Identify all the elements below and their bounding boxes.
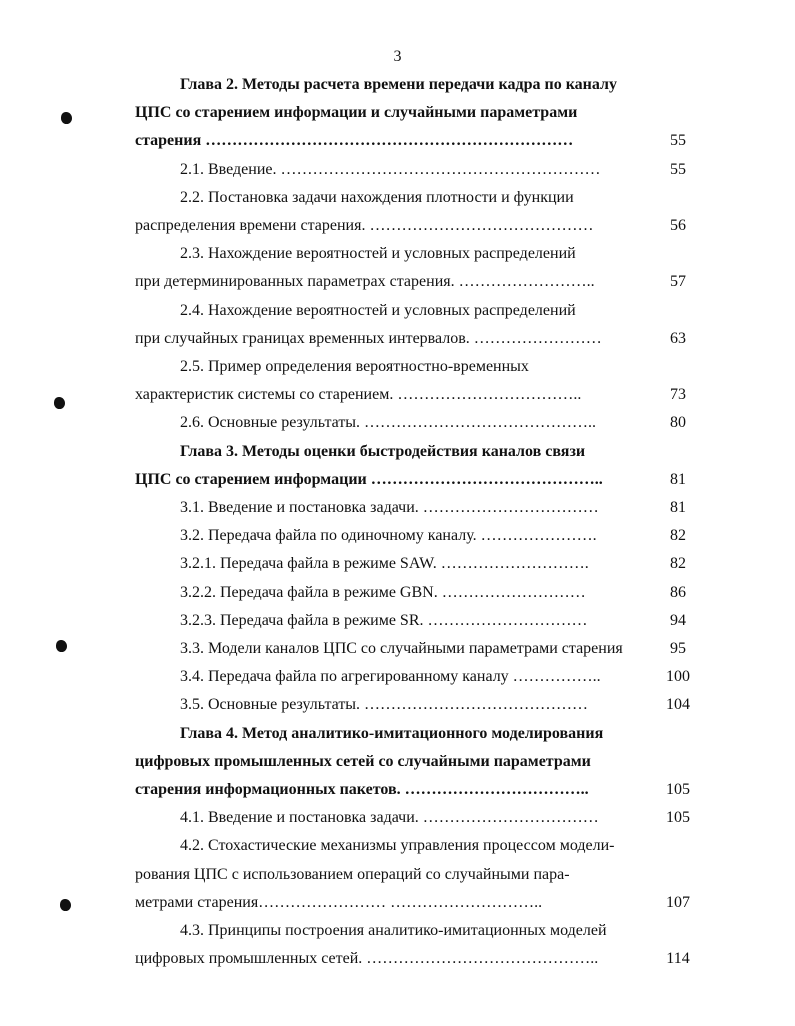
toc-entry-text: цифровых промышленных сетей. …………………………………….. xyxy=(135,950,599,968)
toc-entry xyxy=(0,325,795,353)
toc-heading xyxy=(0,71,795,99)
scan-speck xyxy=(54,397,65,409)
toc-entry-text: при детерминированных параметрах старения. …………………….. xyxy=(135,273,595,291)
toc-entry-text: распределения времени старения. …………………………………… xyxy=(135,217,594,234)
toc-entry-text: Глава 2. Методы расчета времени передачи кадра по каналу xyxy=(180,76,617,93)
toc-entry-text: ЦПС со старением информации …………………………………….. xyxy=(135,470,603,488)
toc-entry-text: 3.3. Модели каналов ЦПС со случайными параметрами старения xyxy=(180,640,623,657)
toc-entry-page: 55 xyxy=(670,132,686,150)
toc-entry xyxy=(0,635,795,663)
toc-entry xyxy=(0,889,795,917)
toc-entry-page: 86 xyxy=(670,583,686,601)
toc-entry-text: при случайных границах временных интервалов. …………………… xyxy=(135,329,602,347)
toc-entry xyxy=(0,861,795,889)
toc-entry xyxy=(0,268,795,296)
toc-entry-page: 105 xyxy=(666,781,690,798)
toc-entry-text: 3.5. Основные результаты. …………………………………… xyxy=(180,696,589,714)
toc-entry-text: 3.2. Передача файла по одиночному каналу. …………………. xyxy=(180,527,597,545)
toc-entry-text: Глава 3. Методы оценки быстродействия каналов связи xyxy=(180,442,586,460)
toc-entry xyxy=(0,804,795,832)
toc-entry xyxy=(0,156,795,184)
toc-entry xyxy=(0,579,795,607)
toc-heading xyxy=(0,99,795,127)
scan-speck xyxy=(56,640,67,652)
toc-entry-page: 104 xyxy=(666,696,690,714)
toc-entry-page: 56 xyxy=(670,217,686,234)
toc-entry-text: 2.5. Пример определения вероятностно-временных xyxy=(180,358,529,375)
toc-entry-text: ЦПС со старением информации и случайными параметрами xyxy=(135,104,578,122)
toc-entry-page: 73 xyxy=(670,386,686,404)
toc-entry-page: 107 xyxy=(666,893,690,911)
toc-entry xyxy=(0,550,795,578)
toc-entry xyxy=(0,353,795,381)
toc-entry-text: 2.6. Основные результаты. …………………………………….. xyxy=(180,414,597,432)
toc-entry-page: 63 xyxy=(670,329,686,347)
page-number: 3 xyxy=(393,48,402,65)
toc-heading xyxy=(0,438,795,466)
toc-entry xyxy=(0,945,795,973)
toc-entry xyxy=(0,494,795,522)
toc-entry-page: 94 xyxy=(670,611,686,629)
toc-heading xyxy=(0,466,795,494)
scan-speck xyxy=(61,112,72,124)
toc-entry-text: 3.4. Передача файла по агрегированному каналу …………….. xyxy=(180,668,601,686)
toc-entry-text: 3.2.2. Передача файла в режиме GBN. ……………………… xyxy=(180,583,586,601)
toc-entry-text: Глава 4. Метод аналитико-имитационного моделирования xyxy=(180,724,604,742)
scan-speck xyxy=(60,899,71,911)
toc-entry-text: старения …………………………………………………………… xyxy=(135,132,574,150)
toc-entry-text: цифровых промышленных сетей со случайными параметрами xyxy=(135,752,591,770)
toc-entry-text: 4.1. Введение и постановка задачи. …………………………… xyxy=(180,809,599,827)
toc-entry-page: 81 xyxy=(670,470,686,488)
toc-entry-page: 82 xyxy=(670,527,686,545)
toc-heading xyxy=(0,776,795,804)
toc-entry-text: 2.3. Нахождение вероятностей и условных распределений xyxy=(180,245,576,263)
toc-entry-page: 114 xyxy=(666,950,690,968)
toc-entry xyxy=(0,691,795,719)
toc-entry xyxy=(0,381,795,409)
toc-heading xyxy=(0,748,795,776)
toc-entry xyxy=(0,297,795,325)
toc-entry-text: 4.3. Принципы построения аналитико-имитационных моделей xyxy=(180,922,607,939)
toc-entry-text: рования ЦПС с использованием операций со случайными пара- xyxy=(135,865,570,883)
toc-entry-text: метрами старения…………………… ……………………….. xyxy=(135,893,543,911)
toc-entry-text: характеристик системы со старением. …………………………….. xyxy=(135,386,582,404)
toc-entry-page: 80 xyxy=(670,414,686,432)
toc-entry-page: 95 xyxy=(670,640,686,657)
toc-entry xyxy=(0,607,795,635)
toc-entry-text: 3.2.1. Передача файла в режиме SAW. ………………………. xyxy=(180,555,589,573)
toc-entry-text: 3.1. Введение и постановка задачи. …………………………… xyxy=(180,499,599,516)
toc-entry xyxy=(0,212,795,240)
toc-entry-text: 3.2.3. Передача файла в режиме SR. ………………………… xyxy=(180,611,588,629)
toc-entry xyxy=(0,522,795,550)
toc-entry-page: 57 xyxy=(670,273,686,291)
toc-entry-text: 2.2. Постановка задачи нахождения плотности и функции xyxy=(180,188,574,206)
toc-entry-page: 82 xyxy=(670,555,686,573)
toc-entry-page: 81 xyxy=(670,499,686,516)
toc-heading xyxy=(0,720,795,748)
toc-entry xyxy=(0,832,795,860)
toc-heading xyxy=(0,127,795,155)
toc-entry-page: 100 xyxy=(666,668,690,686)
toc-entry-text: 4.2. Стохастические механизмы управления процессом модели- xyxy=(180,837,615,855)
toc-entry-page: 105 xyxy=(666,809,690,827)
toc-entry xyxy=(0,240,795,268)
toc-entry xyxy=(0,409,795,437)
toc-entry-text: старения информационных пакетов. …………………………….. xyxy=(135,781,589,798)
toc-entry-text: 2.4. Нахождение вероятностей и условных распределений xyxy=(180,301,576,319)
toc-entry-page: 55 xyxy=(670,160,686,178)
toc-entry xyxy=(0,184,795,212)
toc-entry xyxy=(0,663,795,691)
toc-entry-text: 2.1. Введение. …………………………………………………… xyxy=(180,160,601,178)
toc-entry xyxy=(0,917,795,945)
